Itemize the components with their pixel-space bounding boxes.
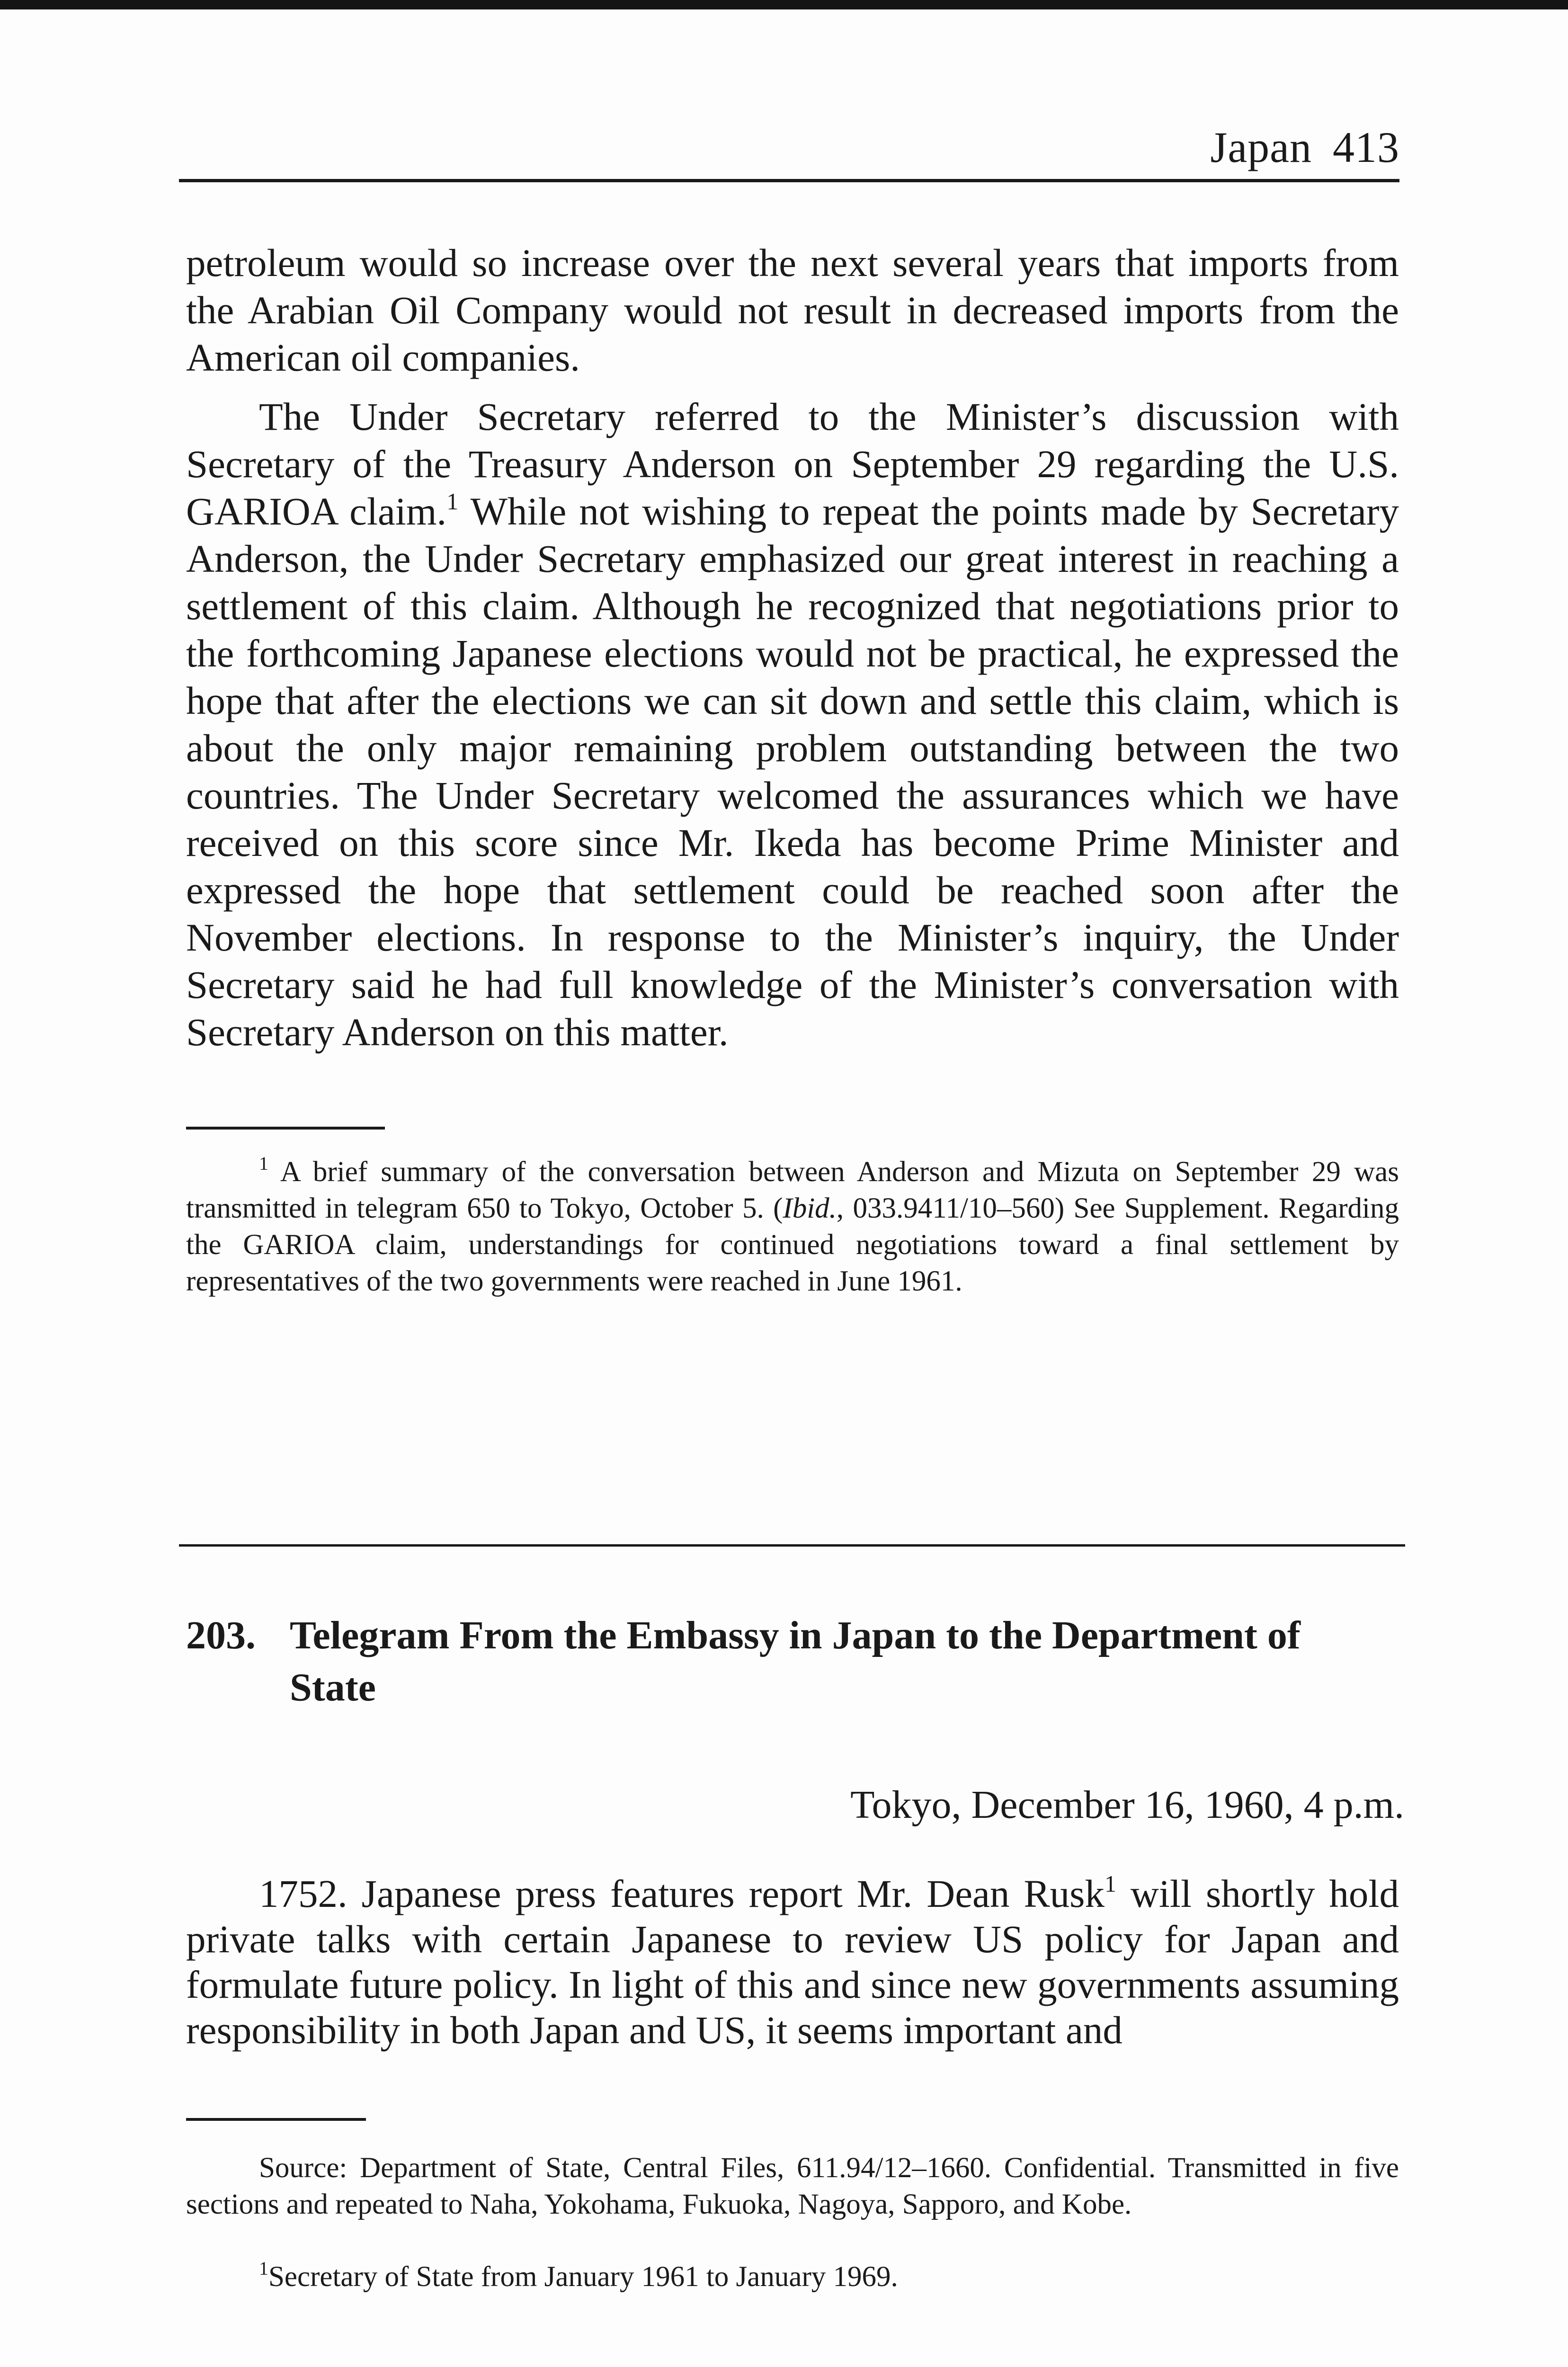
body-footnote-ref-1: 1	[1104, 1870, 1116, 1897]
telegram-body-part2: will shortly hold private talks with certain Japanese to review US policy for Japan and formulate future policy. In light of this and since new governments assuming responsibility in both Japan and US, it seems important and	[186, 1872, 1399, 2052]
bottom-footnote-1-marker: 1	[259, 2258, 268, 2279]
continuation-paragraph: petroleum would so increase over the next several years that imports from the Arabian Oil Company would not result in decreased imports from the American oil companies.	[186, 241, 1399, 379]
footnote-1-marker: 1	[259, 1153, 268, 1174]
bottom-footnote-separator	[186, 2118, 366, 2121]
footnote-1-text-part2: , 033.9411/10–560) See Supplement. Regarding the GARIOA claim, understandings for continued negotiations toward a final settlement by representatives of the two governments were reached in June 1961.	[186, 1192, 1399, 1297]
telegram-body	[186, 1871, 1399, 2053]
telegram-body-part1: 1752. Japanese press features report Mr. Dean Rusk	[259, 1872, 1105, 1915]
scan-top-edge	[0, 0, 1568, 9]
bottom-footnote-1	[186, 2259, 1399, 2295]
dateline: Tokyo, December 16, 1960, 4 p.m.	[850, 1783, 1404, 1827]
running-header	[179, 113, 1399, 182]
source-note: Source: Department of State, Central Files, 611.94/12–1660. Confidential. Transmitted in five sections and repeated to Naha, Yokohama, Fukuoka, Nagoya, Sapporo, and Kobe.	[186, 2152, 1399, 2220]
document-title: Telegram From the Embassy in Japan to the Department of State	[290, 1613, 1301, 1709]
document-number: 203.	[186, 1613, 256, 1657]
running-head-section: Japan	[1210, 123, 1312, 171]
garioa-paragraph-part1: The Under Secretary referred to the Minister’s discussion with Secretary of the Treasury Anderson on September 29 regarding the U.S. GARIOA claim.	[186, 395, 1399, 533]
garioa-paragraph-part2: While not wishing to repeat the points made by Secretary Anderson, the Under Secretary emphasized our great interest in reaching a settlement of this claim. Although he recognized that negotiations prior to the forthcoming Japanese elections would not be practical, he expressed the hope that after the elections we can sit down and settle this claim, which is about the only major remaining problem outstanding between the two countries. The Under Secretary welcomed the assurances which we have received on this score since Mr. Ikeda has become Prime Minister and expressed the hope that settlement could be reached soon after the November elections. In response to the Minister’s inquiry, the Under Secretary said he had full knowledge of the Minister’s conversation with Secretary Anderson on this matter.	[186, 489, 1399, 1054]
footnote-ref-1: 1	[446, 488, 459, 515]
garioa-paragraph	[186, 393, 1399, 1056]
footnote-separator	[186, 1127, 385, 1130]
running-head	[1211, 122, 1399, 172]
page-number: 413	[1333, 123, 1399, 171]
bottom-footnote-1-text: Secretary of State from January 1961 to January 1969.	[268, 2261, 898, 2293]
footnote-1	[186, 1154, 1399, 1299]
footnote-1-ibid: Ibid.	[783, 1192, 837, 1224]
footnote-1-text-part1: A brief summary of the conversation between Anderson and Mizuta on September 29 was transmitted in telegram 650 to Tokyo, October 5. (	[186, 1156, 1399, 1224]
section-divider	[179, 1544, 1405, 1547]
